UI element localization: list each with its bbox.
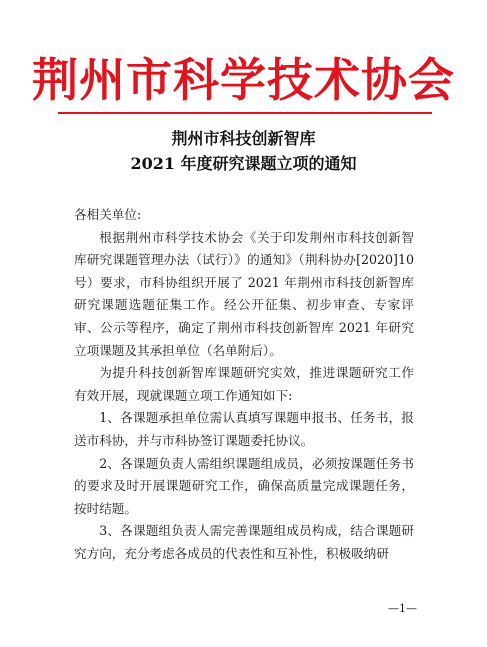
- document-title-line-2: 2021 年度研究课题立项的通知: [130, 154, 357, 173]
- salutation: 各相关单位:: [74, 207, 142, 222]
- letterhead-title: 荆州市科学技术协会: [32, 53, 455, 107]
- document-body: [74, 204, 414, 566]
- paragraph-item-1: 1、各课题承担单位需认真填写课题申报书、任务书，报送市科协，并与市科协签订课题委托协议。: [74, 410, 414, 448]
- page-number: —1—: [388, 602, 417, 615]
- paragraph-purpose: 为提升科技创新智库课题研究实效，推进课题研究工作有效开展，现就课题立项工作通知如下:: [74, 365, 414, 403]
- document-title-line-1: 荆州市科技创新智库: [171, 129, 316, 148]
- letterhead-divider: [58, 112, 432, 114]
- paragraph-item-3: 3、各课题组负责人需完善课题组成员构成，结合课题研究方向，充分考虑各成员的代表性和互补性，积极吸纳研: [74, 523, 414, 561]
- paragraph-item-2: 2、各课题负责人需组织课题组成员，必须按课题任务书的要求及时开展课题研究工作，确保高质量完成课题任务，按时结题。: [74, 455, 414, 516]
- paragraph-intro: 根据荆州市科学技术协会《关于印发荆州市科技创新智库研究课题管理办法（试行）》的通知》（荆科协办[2020]10号）要求，市科协组织开展了 2021 年荆州市科技创新智库研究课题选题征集工作。经公开征集、初步审查、专家评审、公示等程序，确定了荆州市科技创新智库 2021 年研究立项课题及其承担单位（名单附后）。: [74, 229, 414, 358]
